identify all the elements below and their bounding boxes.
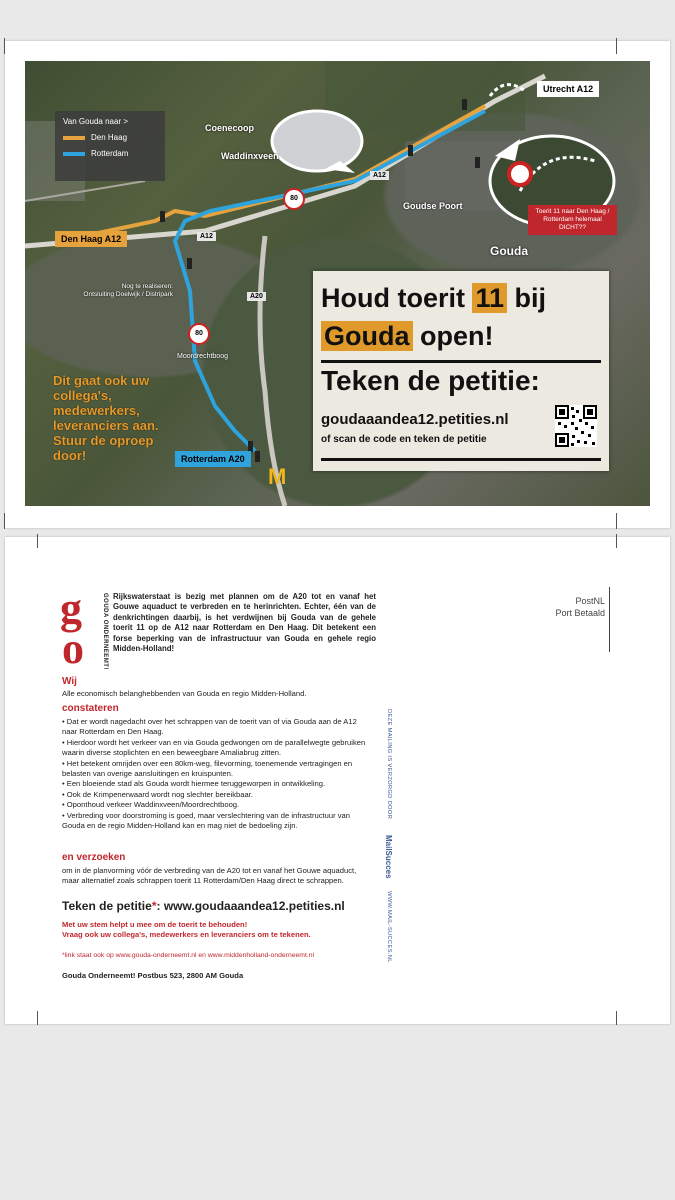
road-label-a12-west: A12 bbox=[197, 232, 216, 241]
wij-text: Alle economisch belanghebbenden van Gouda en regio Midden-Holland. bbox=[62, 689, 307, 698]
headline-line1: Houd toerit 11 bij bbox=[321, 283, 547, 313]
petition-cta: Teken de petitie: bbox=[321, 365, 540, 396]
mailing-imprint bbox=[383, 709, 393, 971]
road-label-den-haag: Den Haag A12 bbox=[55, 231, 127, 247]
verzoeken-text: om in de planvorming vóór de verbreding van de A20 tot en vanaf het Gouwe aquaduct, maar alternatief zoals schrappen toerit 11 Rotterdam/Den Haag direct te schrappen. bbox=[62, 866, 357, 886]
wij-heading: Wij bbox=[62, 676, 77, 687]
mailing-text: DEZE MAILING IS VERZORGD DOOR bbox=[386, 709, 392, 820]
place-moordrechtboog: Moordrechtboog bbox=[177, 353, 228, 360]
closure-marker-icon bbox=[509, 163, 531, 185]
divider bbox=[321, 360, 601, 363]
list-item: • Dat er wordt nagedacht over het schrappen van de toerit van of via Gouda aan de A12 naar Rotterdam en Den Haag. bbox=[62, 717, 357, 737]
postal-address: Gouda Onderneemt! Postbus 523, 2800 AM Gouda bbox=[62, 971, 244, 980]
qr-code-icon[interactable] bbox=[555, 405, 597, 447]
list-item: • Hierdoor wordt het verkeer van en via Gouda gedwongen om de parallelwegte gebruiken waarin diverse stoplichten en een beweegbare Amaliabrug zitten. bbox=[62, 737, 366, 758]
list-item: • Een bloeiende stad als Gouda wordt hiermee teruggeworpen in ontwikkeling. bbox=[62, 779, 326, 789]
road-label-a20: A20 bbox=[247, 292, 266, 301]
mailing-url: WWW.MAIL-SUCCES.NL bbox=[386, 891, 392, 963]
help-line-2: Vraag ook uw collega's, medewerkers en leveranciers om te tekenen. bbox=[62, 930, 311, 939]
place-goudse-poort: Goudse Poort bbox=[403, 201, 463, 211]
svg-text:o: o bbox=[62, 624, 84, 665]
footnote: *link staat ook op www.gouda-onderneemt.nl en www.middenholland-onderneemt.nl bbox=[62, 952, 315, 959]
road-label-rotterdam: Rotterdam A20 bbox=[175, 451, 251, 467]
gouda-onderneemt-logo bbox=[60, 589, 110, 670]
list-item: • Ook de Krimpenerwaard wordt nog slechter bereikbaar. bbox=[62, 789, 253, 799]
petition-url-back[interactable]: : www.goudaaandea12.petities.nl bbox=[156, 899, 345, 913]
constateren-list bbox=[62, 717, 374, 831]
petition-panel bbox=[313, 271, 609, 471]
forward-call-text: Dit gaat ook uw collega's, medewerkers, leveranciers aan. Stuur de oproep door! bbox=[53, 373, 159, 463]
postnl-label: PostNL bbox=[575, 596, 605, 606]
help-line-1: Met uw stem helpt u mee om de toerit te behouden! bbox=[62, 920, 248, 929]
intro-paragraph: Rijkswaterstaat is bezig met plannen om de A20 tot en vanaf het Gouwe aquaduct te verbreden en te herinrichten. Echter, één van de denkrichtingen daarbij, is het verdwijnen bij Gouda van de gehele toerit 11 op de A12 naar Rotterdam en Den Haag. Dit betekent een forse beperking van de infrastructuur van Gouda en gehele regio Midden-Holland! bbox=[113, 592, 376, 654]
list-item: • Het betekent omrijden over een 80km-weg, filevorming, toenemende vertragingen en belasten van overige aansluitingen en kruispunten. bbox=[62, 758, 353, 779]
speed-sign-80: 80 bbox=[283, 188, 305, 210]
speed-sign-80-a20: 80 bbox=[188, 323, 210, 345]
mcdonalds-logo-icon: M bbox=[268, 464, 287, 489]
list-item: • Verbreding voor doorstroming is goed, maar verslechtering van de infrastructuur van Gouda en de regio Midden-Holland kan en mag niet de bedoeling zijn. bbox=[62, 810, 350, 831]
road-label-utrecht: Utrecht A12 bbox=[537, 81, 599, 97]
headline-line2: Gouda open! bbox=[321, 321, 494, 352]
route-legend bbox=[55, 111, 165, 181]
legend-title: Van Gouda naar > bbox=[63, 117, 129, 126]
legend-item-den-haag: Den Haag bbox=[63, 133, 157, 142]
constateren-heading: constateren bbox=[62, 703, 119, 714]
divider-bottom bbox=[321, 458, 601, 461]
place-gouda: Gouda bbox=[490, 244, 528, 258]
road-label-a12: A12 bbox=[370, 171, 389, 180]
postage-block bbox=[525, 595, 605, 619]
petition-line: Teken de petitie*: www.goudaaandea12.petities.nl bbox=[62, 899, 345, 913]
port-betaald-label: Port Betaald bbox=[555, 608, 605, 618]
satellite-map bbox=[25, 61, 650, 506]
svg-text:g: g bbox=[60, 589, 82, 633]
place-waddinxveen: Waddinxveen bbox=[221, 151, 279, 161]
petition-url[interactable]: goudaaandea12.petities.nl bbox=[321, 411, 509, 428]
place-coenecoop: Coenecoop bbox=[205, 123, 255, 133]
postcard-back bbox=[5, 537, 670, 1024]
scan-instruction: of scan de code en teken de petitie bbox=[321, 434, 487, 445]
mailsucces-logo: MailSucces bbox=[384, 835, 393, 879]
postcard-front bbox=[5, 41, 670, 528]
verzoeken-heading: en verzoeken bbox=[62, 852, 126, 863]
logo-vertical-text: GOUDA ONDERNEEMT! bbox=[102, 593, 108, 670]
planned-access-note: Nog te realiseren: Ontsluiting Doelwijk / Distripark bbox=[83, 283, 173, 298]
postage-divider bbox=[609, 587, 610, 652]
bridge-photo-bubble bbox=[272, 111, 362, 171]
legend-item-rotterdam: Rotterdam bbox=[63, 149, 157, 158]
closure-warning-tag: Toerit 11 naar Den Haag / Rotterdam helemaal DICHT?? bbox=[528, 205, 617, 235]
list-item: • Oponthoud verkeer Waddinxveen/Moordrechtboog. bbox=[62, 800, 240, 810]
